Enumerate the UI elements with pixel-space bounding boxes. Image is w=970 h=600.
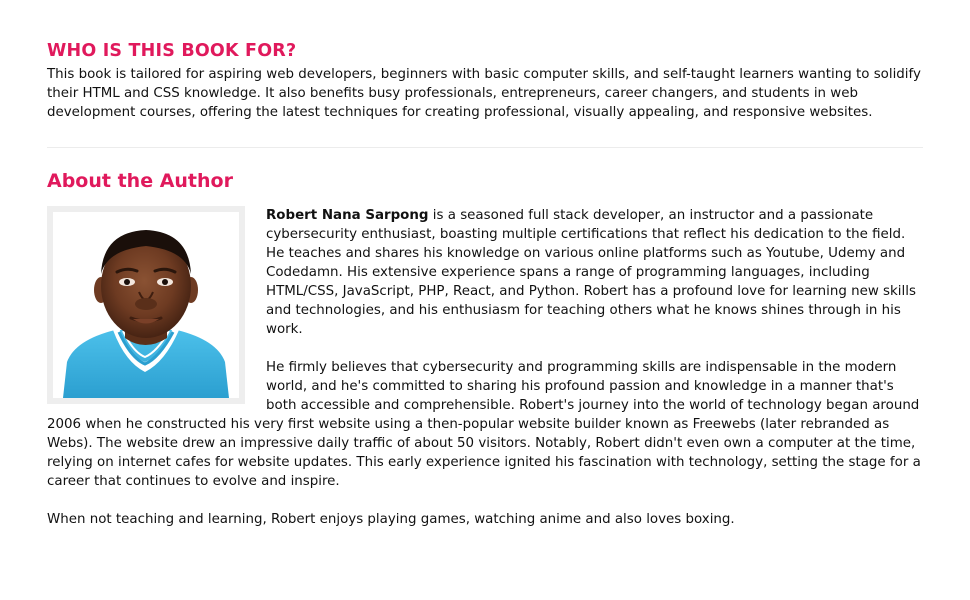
audience-text: This book is tailored for aspiring web developers, beginners with basic computer skills, and self-taught learners wanting to solidify their HTML and CSS knowledge. It also benefits busy professionals, entrepreneurs, career changers, and students in web development courses, offering the latest techniques for creating professional, visually appealing, and responsive websites.	[47, 67, 921, 120]
about-author-section	[47, 168, 923, 529]
author-paragraph-1-text: is a seasoned full stack developer, an instructor and a passionate cybersecurity enthusiast, boasting multiple certifications that reflect his dedication to the field. He teaches and shares his knowledge on various online platforms such as Youtube, Udemy and Codedamn. His extensive experience spans a range of programming languages, including HTML/CSS, JavaScript, PHP, React, and Python. Robert has a profound love for learning new skills and technologies, and his enthusiasm for teaching others what he knows shines through in his work.	[266, 208, 916, 337]
audience-section	[47, 40, 923, 122]
audience-heading: WHO IS THIS BOOK FOR?	[47, 41, 297, 61]
author-name: Robert Nana Sarpong	[266, 208, 429, 223]
author-body	[47, 206, 923, 529]
portrait-photo-icon	[53, 212, 239, 398]
about-author-heading: About the Author	[47, 170, 233, 192]
author-paragraph-2: He firmly believes that cybersecurity and programming skills are indispensable in the modern world, and he's committed to sharing his profound passion and knowledge in a manner that's both accessible and comprehensible. Robert's journey into the world of technology began around 2006 when he constructed his very first website using a then-popular website builder known as Freewebs (later rebranded as Webs). The website drew an impressive daily traffic of about 50 visitors. Notably, Robert didn't even own a computer at the time, relying on internet cafes for website updates. This early experience ignited his fascination with technology, setting the stage for a career that continues to evolve and inspire.	[47, 360, 921, 489]
section-divider	[47, 147, 923, 148]
author-paragraph-3: When not teaching and learning, Robert enjoys playing games, watching anime and also loves boxing.	[47, 512, 735, 527]
author-photo	[47, 206, 245, 404]
